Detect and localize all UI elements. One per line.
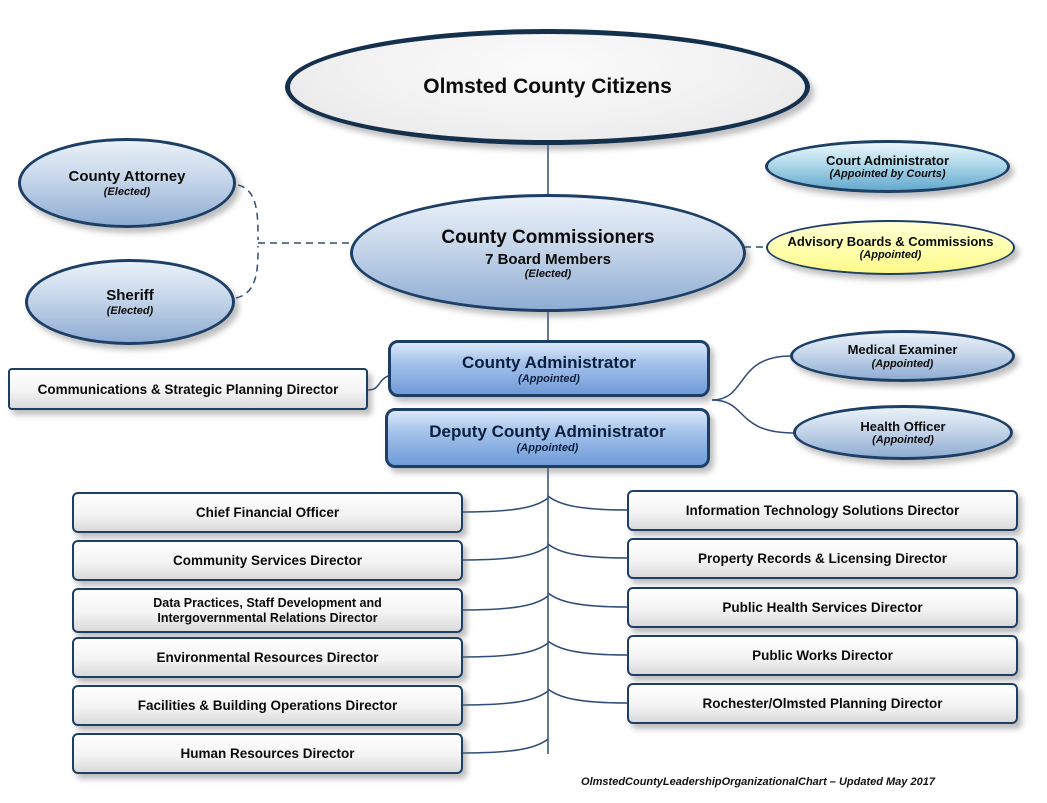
connector-right-5 (548, 689, 627, 703)
connector-right-1 (548, 496, 627, 510)
connector-right-4 (548, 641, 627, 655)
connector-left-3 (463, 596, 548, 610)
node-label: Property Records & Licensing Director (697, 550, 948, 566)
node-label: Chief Financial Officer (195, 504, 340, 520)
node-label: Information Technology Solutions Director (685, 502, 960, 518)
connector-attorney-dashed (238, 185, 258, 240)
connector-left-5 (463, 691, 548, 705)
node-public-works-director (627, 635, 1018, 676)
node-note: (Elected) (524, 267, 572, 280)
connector-sheriff-dashed (236, 246, 258, 298)
node-note: (Appointed) (516, 442, 579, 454)
connector-right-2 (548, 544, 627, 558)
node-label: Public Works Director (752, 647, 893, 663)
node-chief-financial-officer (72, 492, 463, 533)
node-label: County Attorney (68, 168, 186, 185)
node-public-health-services-director (627, 587, 1018, 628)
node-label: Public Health Services Director (722, 599, 923, 615)
node-members: 7 Board Members (485, 250, 611, 268)
node-label: Community Services Director (172, 552, 363, 568)
node-label: Rochester/Olmsted Planning Director (702, 695, 943, 711)
node-note: (Appointed by Courts) (829, 168, 946, 181)
node-advisory-boards-commissions (766, 220, 1015, 275)
node-environmental-resources-director (72, 637, 463, 678)
node-county-administrator (388, 340, 710, 397)
node-data-practices-director (72, 588, 463, 633)
node-deputy-county-administrator (385, 408, 710, 468)
node-note: (Appointed) (871, 357, 934, 370)
node-label: Communications & Strategic Planning Director (37, 381, 339, 397)
node-note: (Appointed) (859, 249, 922, 262)
node-label: Environmental Resources Director (156, 649, 379, 665)
node-label: Sheriff (106, 287, 154, 304)
node-county-attorney (18, 138, 236, 228)
chart-caption: OlmstedCountyLeadershipOrganizationalChart – Updated May 2017 (581, 776, 935, 788)
node-community-services-director (72, 540, 463, 581)
node-court-administrator (765, 140, 1010, 193)
node-label: Deputy County Administrator (429, 422, 666, 441)
node-note: (Appointed) (518, 372, 580, 385)
node-facilities-building-operations-director (72, 685, 463, 726)
node-label: County Administrator (461, 352, 637, 372)
node-label: Facilities & Building Operations Director (137, 697, 398, 713)
node-note: (Appointed) (872, 434, 934, 447)
node-label: Advisory Boards & Commissions (787, 233, 994, 249)
node-label: Court Administrator (825, 152, 950, 168)
node-note: (Elected) (106, 305, 154, 317)
node-sheriff (25, 259, 235, 345)
connector-left-6 (463, 739, 548, 753)
node-label: County Commissioners (441, 226, 655, 248)
connector-left-4 (463, 643, 548, 657)
node-property-records-licensing-director (627, 538, 1018, 579)
node-information-technology-solutions-director (627, 490, 1018, 531)
connector-health-officer-bracket (712, 400, 794, 433)
node-medical-examiner (790, 330, 1015, 382)
node-health-officer (793, 405, 1013, 460)
node-label: Human Resources Director (180, 745, 355, 761)
node-label: Data Practices, Staff Development and Intergovernmental Relations Director (153, 596, 382, 625)
node-rochester-olmsted-planning-director (627, 683, 1018, 724)
node-note: (Elected) (103, 186, 151, 198)
connector-left-2 (463, 546, 548, 560)
node-human-resources-director (72, 733, 463, 774)
node-label: Olmsted County Citizens (423, 75, 672, 98)
connector-right-3 (548, 593, 627, 607)
connector-medical-examiner-bracket (712, 356, 791, 400)
node-label: Medical Examiner (847, 342, 958, 358)
node-county-commissioners (350, 194, 746, 312)
connector-left-1 (463, 498, 548, 512)
connector-communications-bracket (368, 376, 388, 390)
node-olmsted-county-citizens (285, 29, 810, 145)
node-label: Health Officer (860, 418, 946, 434)
node-communications-strategic-planning-director (8, 368, 368, 410)
